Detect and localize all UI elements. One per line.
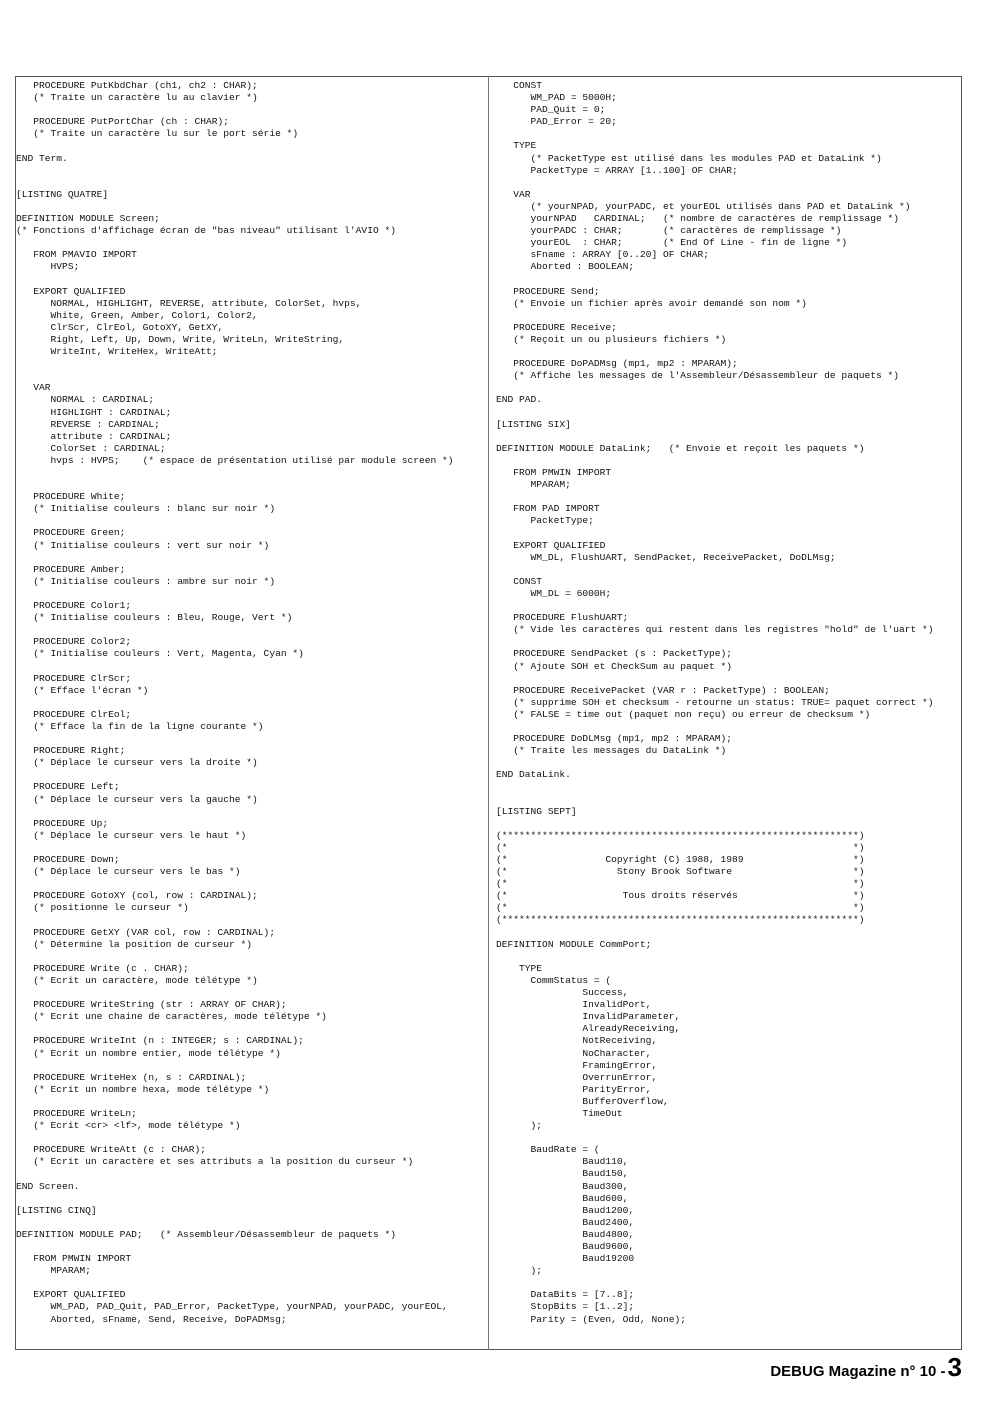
magazine-title: DEBUG Magazine n° 10 - — [770, 1363, 946, 1380]
page-number: 3 — [947, 1352, 962, 1382]
listing-right-column: CONST WM_PAD = 5000H; PAD_Quit = 0; PAD_Error = 20; TYPE (* PacketType est utilisé dans les modules PAD et DataLink *) PacketType = ARRAY [1..100] OF CHAR; VAR (* yourNPAD, yourPADC, et yourEOL utilisés dans PAD et DataLink *) yourNPAD CARDINAL; (* nombre de caractères de remplissage *) yourPADC : CHAR; (* caractères de remplissage *) yourEOL : CHAR; (* End Of Line - fin de ligne *) sFname : ARRAY [0..20] OF CHAR; Aborted : BOOLEAN; PROCEDURE Send; (* Envoie un fichier après avoir demandé son nom *) PROCEDURE Receive; (* Reçoit un ou plusieurs fichiers *) PROCEDURE DoPADMsg (mp1, mp2 : MPARAM); (* Affiche les messages de l'Assembleur/Désassembleur de paquets *) END PAD. [LISTING SIX] DEFINITION MODULE DataLink; (* Envoie et reçoit les paquets *) FROM PMWIN IMPORT MPARAM; FROM PAD IMPORT PacketType; EXPORT QUALIFIED WM_DL, FlushUART, SendPacket, ReceivePacket, DoDLMsg; CONST WM_DL = 6000H; PROCEDURE FlushUART; (* Vide les caractères qui restent dans les registres "hold" de l'uart *) PROCEDURE SendPacket (s : PacketType); (* Ajoute SOH et CheckSum au paquet *) PROCEDURE ReceivePacket (VAR r : PacketType) : BOOLEAN; (* supprime SOH et checksum - retourne un status: TRUE= paquet correct *) (* FALSE = time out (paquet non reçu) ou erreur de checksum *) PROCEDURE DoDLMsg (mp1, mp2 : MPARAM); (* Traite les messages du DataLink *) END DataLink. [LISTING SEPT] (**************************************************************) (* *) (* Copyright (C) 1988, 1989 *) (* Stony Brook Software *) (* *) (* Tous droits réservés *) (* *) (**************************************************************) DEFINITION MODULE CommPort; TYPE CommStatus = ( Success, InvalidPort, InvalidParameter, AlreadyReceiving, NotReceiving, NoCharacter, FramingError, OverrunError, ParityError, BufferOverflow, TimeOut ); BaudRate = ( Baud110, Baud150, Baud300, Baud600, Baud1200, Baud2400, Baud4800, Baud9600, Baud19200 ); DataBits = [7..8]; StopBits = [1..2]; Parity = (Even, Odd, None); — [496, 80, 934, 1325]
column-divider — [488, 76, 489, 1350]
listing-left-column: PROCEDURE PutKbdChar (ch1, ch2 : CHAR); (* Traite un caractère lu au clavier *) PROCEDURE PutPortChar (ch : CHAR); (* Traite un caractère lu sur le port série *) END Term. [LISTING QUATRE] DEFINITION MODULE Screen; (* Fonctions d'affichage écran de "bas niveau" utilisant l'AVIO *) FROM PMAVIO IMPORT HVPS; EXPORT QUALIFIED NORMAL, HIGHLIGHT, REVERSE, attribute, ColorSet, hvps, White, Green, Amber, Color1, Color2, ClrScr, ClrEol, GotoXY, GetXY, Right, Left, Up, Down, Write, WriteLn, WriteString, WriteInt, WriteHex, WriteAtt; VAR NORMAL : CARDINAL; HIGHLIGHT : CARDINAL; REVERSE : CARDINAL; attribute : CARDINAL; ColorSet : CARDINAL; hvps : HVPS; (* espace de présentation utilisé par module screen *) PROCEDURE White; (* Initialise couleurs : blanc sur noir *) PROCEDURE Green; (* Initialise couleurs : vert sur noir *) PROCEDURE Amber; (* Initialise couleurs : ambre sur noir *) PROCEDURE Color1; (* Initialise couleurs : Bleu, Rouge, Vert *) PROCEDURE Color2; (* Initialise couleurs : Vert, Magenta, Cyan *) PROCEDURE ClrScr; (* Efface l'écran *) PROCEDURE ClrEol; (* Efface la fin de la ligne courante *) PROCEDURE Right; (* Déplace le curseur vers la droite *) PROCEDURE Left; (* Déplace le curseur vers la gauche *) PROCEDURE Up; (* Déplace le curseur vers le haut *) PROCEDURE Down; (* Déplace le curseur vers le bas *) PROCEDURE GotoXY (col, row : CARDINAL); (* positionne le curseur *) PROCEDURE GetXY (VAR col, row : CARDINAL); (* Détermine la position de curseur *) PROCEDURE Write (c . CHAR); (* Ecrit un caractère, mode télétype *) PROCEDURE WriteString (str : ARRAY OF CHAR); (* Ecrit une chaine de caractères, mode télétype *) PROCEDURE WriteInt (n : INTEGER; s : CARDINAL); (* Ecrit un nombre entier, mode télétype *) PROCEDURE WriteHex (n, s : CARDINAL); (* Ecrit un nombre hexa, mode télétype *) PROCEDURE WriteLn; (* Ecrit <cr> <lf>, mode télétype *) PROCEDURE WriteAtt (c : CHAR); (* Ecrit un caractère et ses attributs a la position du curseur *) END Screen. [LISTING CINQ] DEFINITION MODULE PAD; (* Assembleur/Désassembleur de paquets *) FROM PMWIN IMPORT MPARAM; EXPORT QUALIFIED WM_PAD, PAD_Quit, PAD_Error, PacketType, yourNPAD, yourPADC, yourEOL, Aborted, sFname, Send, Receive, DoPADMsg; — [16, 80, 454, 1325]
page-footer — [770, 1352, 962, 1383]
